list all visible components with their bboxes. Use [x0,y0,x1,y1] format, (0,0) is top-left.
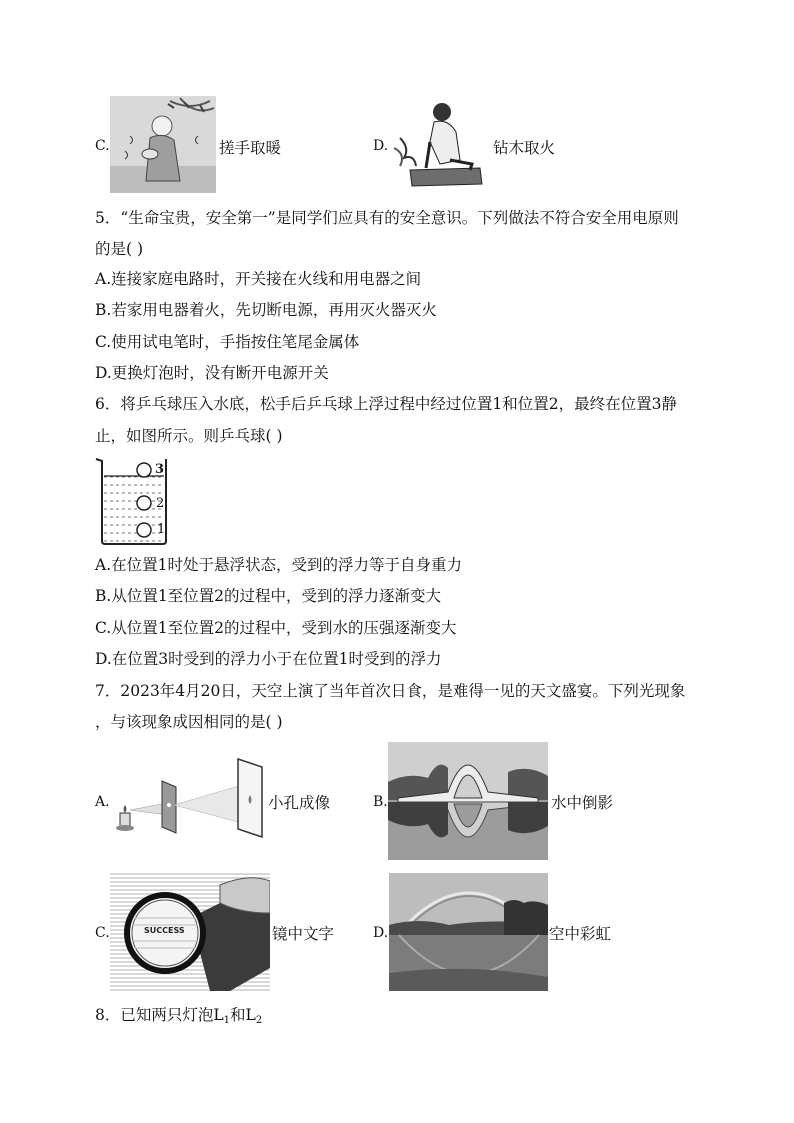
q5-option-c: C.使用试电笔时，手指按住笔尾金属体 [95,333,360,351]
q5-option-d: D.更换灯泡时，没有断开电源开关 [95,364,329,382]
q7-option-b-label: B. [373,794,388,810]
q8-stem-mid: 和L [230,1006,256,1024]
q5-option-a: A.连接家庭电路时，开关接在火线和用电器之间 [95,270,422,288]
magnifier-image [110,873,270,991]
q5-stem-line-1: 5．“生命宝贵，安全第一”是同学们应具有的安全意识。下列做法不符合安全用电原则 [95,209,679,227]
option-d-caption: 钻木取火 [493,139,556,157]
q7-stem-line-2: ，与该现象成因相同的是( ) [95,713,283,731]
q8-subscript-1: 1 [223,1015,231,1026]
q5-stem-line-2: 的是( ) [95,240,144,258]
option-d-label: D. [373,138,389,154]
q6-option-c: C.从位置1至位置2的过程中，受到水的压强逐渐变大 [95,619,457,637]
position-2-label: 2 [156,496,165,511]
q6-stem-line-1: 6．将乒乓球压入水底，松手后乒乓球上浮过程中经过位置1和位置2，最终在位置3静 [95,395,677,413]
q6-stem-line-2: 止，如图所示。则乒乓球( ) [95,427,283,445]
q7-option-d-caption: 空中彩虹 [549,925,612,943]
rubbing-hands-image [110,96,216,193]
position-1-label: 1 [157,522,166,537]
q7-option-a-label: A. [95,794,110,810]
q5-option-b: B.若家用电器着火，先切断电源，再用灭火器灭火 [95,301,437,319]
q8-stem-prefix: 8．已知两只灯泡L [95,1006,224,1024]
q7-option-d-label: D. [373,925,389,941]
q6-option-a: A.在位置1时处于悬浮状态，受到的浮力等于自身重力 [95,556,462,574]
q6-option-d: D.在位置3时受到的浮力小于在位置1时受到的浮力 [95,650,442,668]
q7-option-a-caption: 小孔成像 [268,794,331,812]
q7-stem-line-1: 7．2023年4月20日，天空上演了当年首次日食，是难得一见的天文盛宴。下列光现象 [95,682,686,700]
option-c-caption: 搓手取暖 [219,139,282,157]
drilling-wood-fire-image [390,98,490,190]
position-3-label: 3 [155,462,165,477]
option-c-label: C. [95,138,110,154]
rainbow-image [389,873,548,991]
magnifier-text: SUCCESS [144,926,185,935]
pinhole-imaging-image [112,755,267,840]
q8-subscript-2: 2 [255,1015,263,1026]
q7-option-c-label: C. [95,925,110,941]
q6-option-b: B.从位置1至位置2的过程中，受到的浮力逐渐变大 [95,587,442,605]
q7-option-b-caption: 水中倒影 [551,794,614,812]
q7-option-c-caption: 镜中文字 [272,925,335,943]
q8-stem [95,1005,262,1031]
bridge-reflection-image [388,742,548,860]
